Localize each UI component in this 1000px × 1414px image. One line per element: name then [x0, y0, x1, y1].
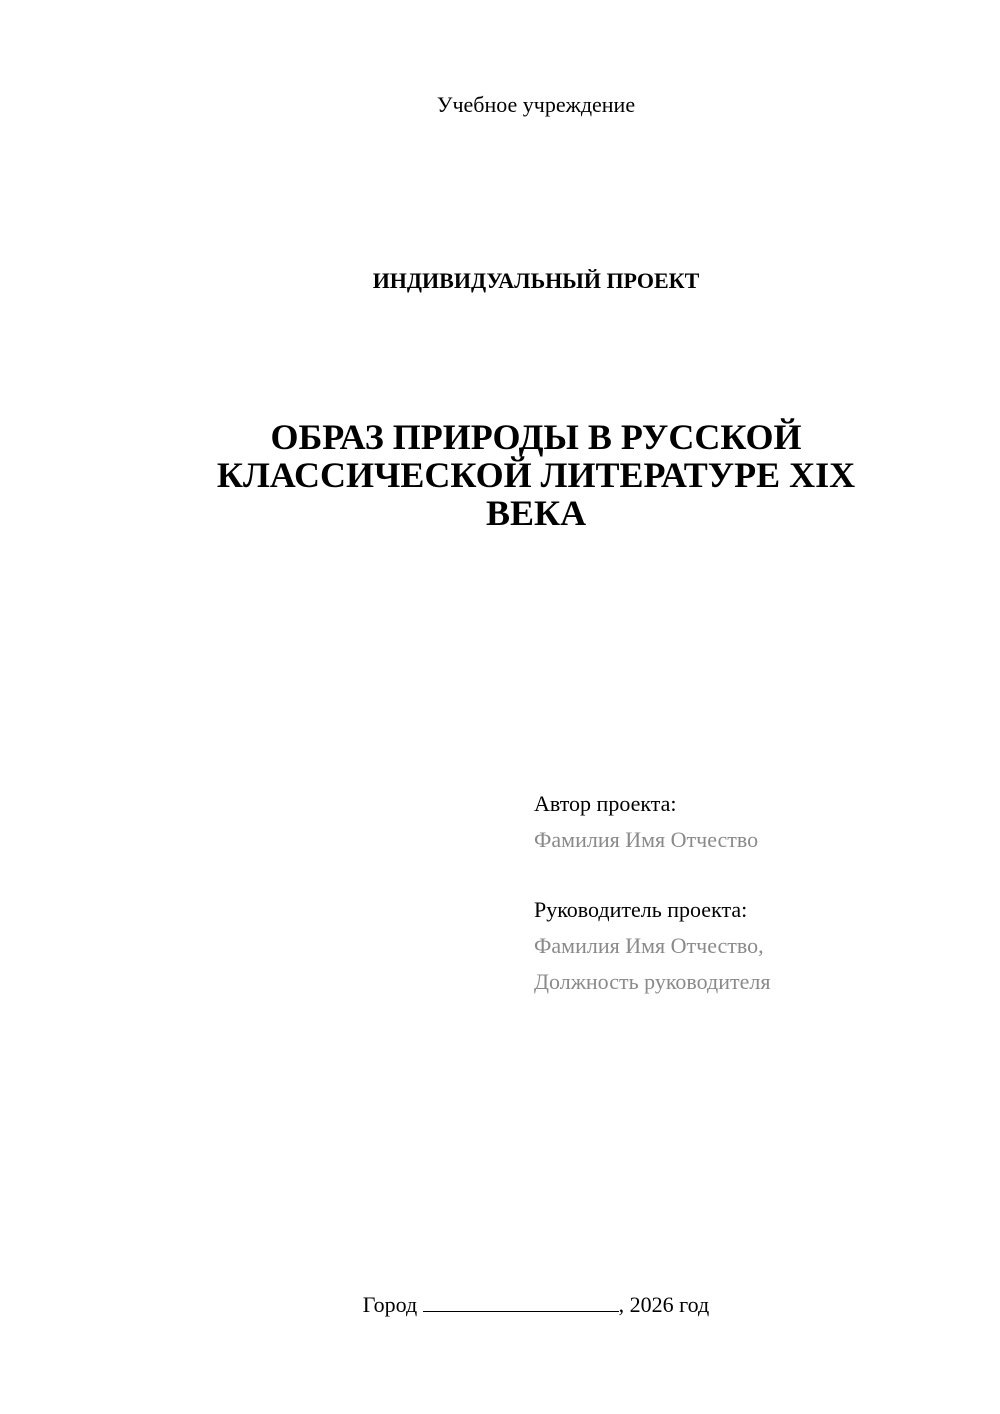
meta-spacer — [534, 858, 974, 892]
project-title: ОБРАЗ ПРИРОДЫ В РУССКОЙ КЛАССИЧЕСКОЙ ЛИТЕРАТУРЕ XIX ВЕКА — [216, 417, 856, 533]
supervisor-name: Фамилия Имя Отчество, — [534, 933, 764, 958]
supervisor-position: Должность руководителя — [534, 969, 771, 994]
author-name: Фамилия Имя Отчество — [534, 827, 759, 852]
year-text: , 2026 год — [618, 1292, 710, 1317]
project-meta — [534, 786, 974, 1000]
city-label: Город — [362, 1292, 418, 1317]
institution-name: Учебное учреждение — [436, 92, 636, 117]
supervisor-label: Руководитель проекта: — [534, 897, 748, 922]
city-year-line — [0, 1290, 1000, 1320]
city-blank-underline — [423, 1291, 619, 1312]
author-label: Автор проекта: — [534, 791, 677, 816]
project-type-heading: ИНДИВИДУАЛЬНЫЙ ПРОЕКТ — [372, 268, 700, 293]
